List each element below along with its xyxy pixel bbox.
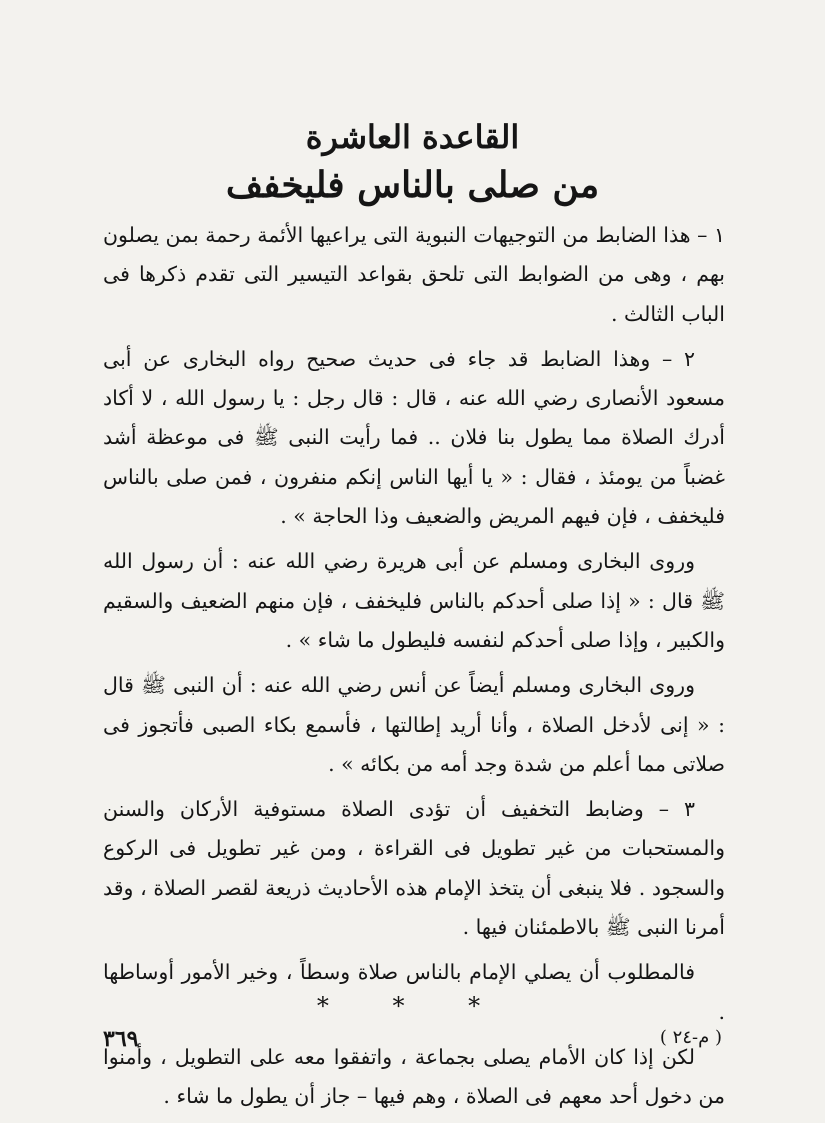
paragraph-4: وروى البخارى ومسلم أيضاً عن أنس رضي الله عنه : أن النبى ﷺ قال : « إنى لأدخل الصلاة ، وأنا أريد إطالتها ، فأسمع بكاء الصبى فأتجوز فى صلاتى مما أعلم من شدة وجد أمه من بكائه » .	[103, 673, 725, 776]
paragraph-2: ٢ – وهذا الضابط قد جاء فى حديث صحيح رواه البخارى عن أبى مسعود الأنصارى رضي الله عنه ، قال : قال رجل : يا رسول الله ، لا أكاد أدرك الصلاة مما يطول بنا فلان .. فما رأيت النبى ﷺ فى موعظة أشد غضباً من يومئذ ، فقال : « يا أيها الناس إنكم منفرون ، فمن صلى بالناس فليخفف ، فإن فيهم المريض والضعيف وذا الحاجة » .	[103, 346, 725, 529]
page-subtitle: من صلى بالناس فليخفف	[225, 164, 600, 206]
paragraph-3: وروى البخارى ومسلم عن أبى هريرة رضي الله عنه : أن رسول الله ﷺ قال : « إذا صلى أحدكم بالناس فليخفف ، فإن منهم الضعيف والسقيم والكبير ، وإذا صلى أحدكم لنفسه فليطول ما شاء » .	[103, 549, 725, 652]
paragraph-6: فالمطلوب أن يصلي الإمام بالناس صلاة وسطاً ، وخير الأمور أوساطها .	[103, 960, 725, 1024]
section-separator: * * *	[316, 992, 509, 1020]
page-number: ٣٦٩	[103, 1026, 139, 1052]
paragraph-5: ٣ – وضابط التخفيف أن تؤدى الصلاة مستوفية الأركان والسنن والمستحبات من غير تطويل فى القراءة ، ومن غير تطويل فى الركوع والسجود . فلا ينبغى أن يتخذ الإمام هذه الأحاديث ذريعة لقصر الصلاة ، وقد أمرنا النبى ﷺ بالاطمئنان فيها .	[103, 797, 725, 940]
signature-mark: ( م-٢٤ )	[659, 1027, 722, 1048]
paragraph-7: لكن إذا كان الأمام يصلى بجماعة ، واتفقوا معه على التطويل ، وأمنوا من دخول أحد معهم فى الصلاة ، وهم فيها – جاز أن يطول ما شاء .	[103, 1044, 725, 1109]
page-title: القاعدة العاشرة	[305, 118, 520, 156]
body-text	[103, 216, 725, 1123]
paragraph-1: ١ – هذا الضابط من التوجيهات النبوية التى يراعيها الأئمة رحمة بمن يصلون بهم ، وهى من الضوابط التى تلحق بقواعد التيسير التى تقدم ذكرها فى الباب الثالث .	[103, 223, 725, 326]
